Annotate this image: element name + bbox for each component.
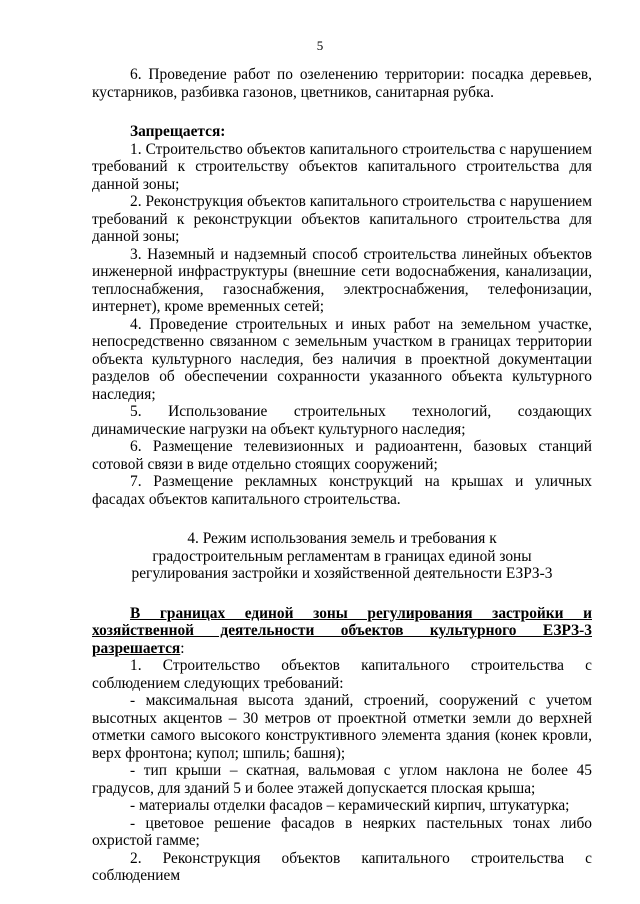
allowed-item-1: 1. Строительство объектов капитального строительства с соблюдением следующих требований: bbox=[92, 657, 592, 692]
allowed-heading-colon: : bbox=[180, 639, 185, 657]
page-content bbox=[92, 66, 592, 885]
prohibited-item-4: 4. Проведение строительных и иных работ на земельном участке, непосредственно связанном с земельным участком в границах территории объекта культурного наследия, без наличия в проектной документации разделов об обеспечении сохранности указанного объекта культурного наследия; bbox=[92, 315, 592, 403]
section-4-title: 4. Режим использования земель и требования к градостроительным регламентам в границах единой зоны регулирования застройки и хозяйственной деятельности ЕЗРЗ-3 bbox=[131, 530, 553, 582]
page-number: 5 bbox=[316, 38, 324, 53]
allowed-item-2: 2. Реконструкция объектов капитального строительства с соблюдением bbox=[92, 849, 592, 884]
prohibited-item-7: 7. Размещение рекламных конструкций на крышах и уличных фасадах объектов капитального строительства. bbox=[92, 473, 592, 508]
prohibited-item-2: 2. Реконструкция объектов капитального строительства с нарушением требований к реконструкции объектов капитального строительства для данной зоны; bbox=[92, 193, 592, 245]
prohibited-item-3: 3. Наземный и надземный способ строительства линейных объектов инженерной инфраструктуры (внешние сети водоснабжения, канализации, теплоснабжения, газоснабжения, электроснабжения, телефонизации, интернет), кроме временных сетей; bbox=[92, 245, 592, 315]
item-6-landscaping: 6. Проведение работ по озеленению территории: посадка деревьев, кустарников, разбивка газонов, цветников, санитарная рубка. bbox=[92, 66, 592, 101]
prohibited-item-6: 6. Размещение телевизионных и радиоантенн, базовых станций сотовой связи в виде отдельно стоящих сооружений; bbox=[92, 438, 592, 473]
prohibited-heading: Запрещается: bbox=[130, 123, 226, 140]
requirement-height: - максимальная высота зданий, строений, сооружений с учетом высотных акцентов – 30 метров от проектной отметки земли до верхней отметки самого высокого конструктивного элемента здания (конек кровли, верх фронтона; купол; шпиль; башня); bbox=[92, 692, 592, 762]
requirement-facade-color: - цветовое решение фасадов в неярких пастельных тонах либо охристой гамме; bbox=[92, 814, 592, 849]
allowed-heading bbox=[92, 605, 592, 658]
allowed-heading-bold: В границах единой зоны регулирования застройки и хозяйственной деятельности объектов культурного ЕЗРЗ-3 разрешается bbox=[92, 604, 592, 657]
prohibited-item-5: 5. Использование строительных технологий, создающих динамические нагрузки на объект культурного наследия; bbox=[92, 403, 592, 438]
requirement-roof: - тип крыши – скатная, вальмовая с углом наклона не более 45 градусов, для зданий 5 и более этажей допускается плоская крыша; bbox=[92, 762, 592, 797]
requirement-facade-materials: - материалы отделки фасадов – керамический кирпич, штукатурка; bbox=[130, 797, 570, 814]
prohibited-item-1: 1. Строительство объектов капитального строительства с нарушением требований к строительству объектов капитального строительства для данной зоны; bbox=[92, 140, 592, 193]
